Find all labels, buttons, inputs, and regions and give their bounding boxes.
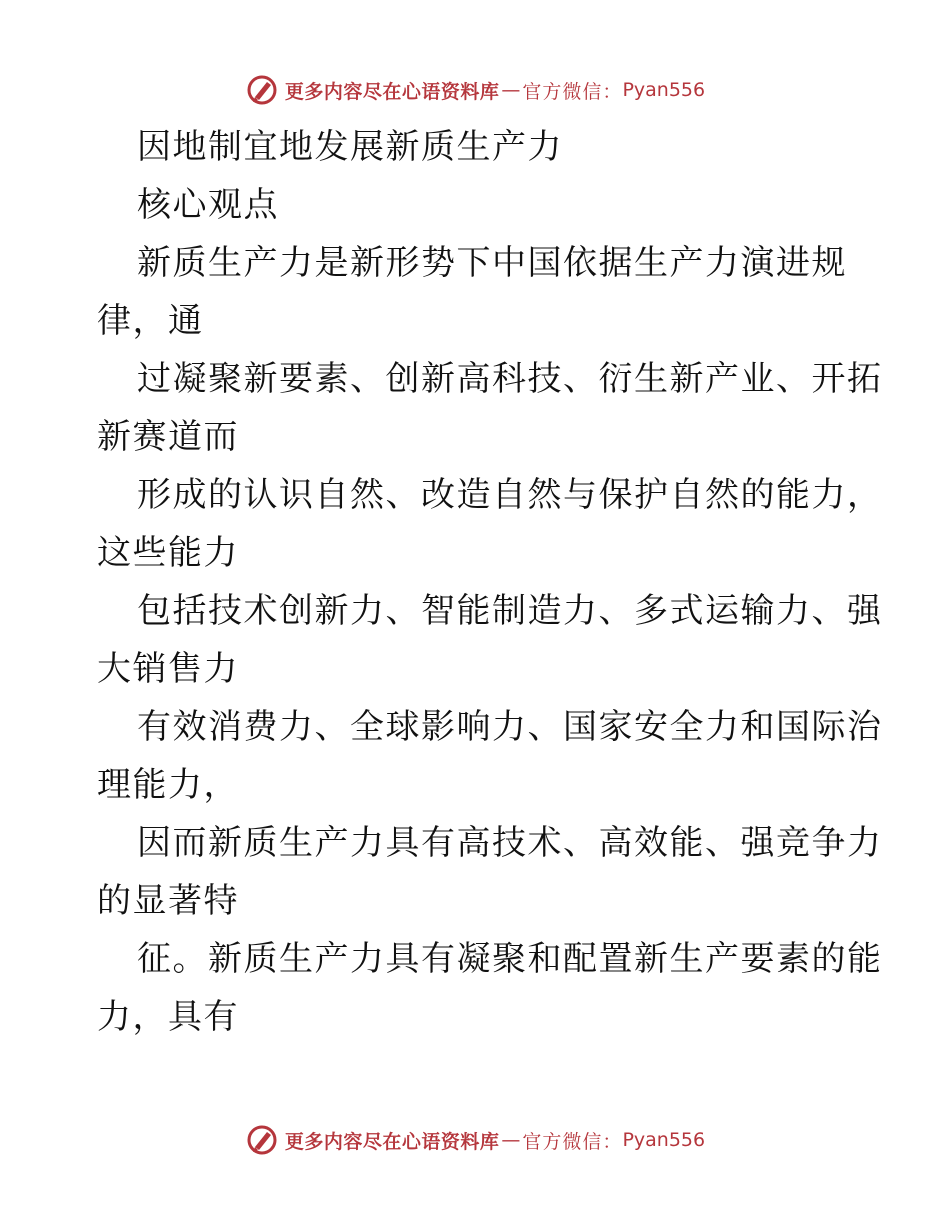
watermark-label: 官方微信： — [522, 80, 623, 103]
watermark-prefix: 更多内容尽在心语资料库 — [284, 1130, 500, 1153]
document-line: 律，通 — [97, 301, 204, 341]
document-line: 征。新质生产力具有凝聚和配置新生产要素的能 — [137, 939, 883, 979]
pen-logo-icon — [245, 73, 279, 107]
document-title: 因地制宜地发展新质生产力 — [137, 127, 563, 167]
document-line: 过凝聚新要素、创新高科技、衍生新产业、开拓 — [137, 359, 883, 399]
watermark-id: Pyan556 — [622, 79, 706, 101]
document-line: 大销售力 — [97, 649, 239, 689]
header-watermark — [0, 70, 950, 110]
document-line: 力，具有 — [97, 997, 239, 1037]
document-subtitle: 核心观点 — [137, 185, 279, 225]
watermark-prefix: 更多内容尽在心语资料库 — [284, 80, 500, 103]
document-line: 理能力， — [97, 765, 239, 805]
watermark-dash: — — [501, 79, 521, 101]
document-line: 这些能力 — [97, 533, 239, 573]
document-line: 新质生产力是新形势下中国依据生产力演进规 — [137, 243, 847, 283]
document-line: 新赛道而 — [97, 417, 239, 457]
document-line: 因而新质生产力具有高技术、高效能、强竞争力 — [137, 823, 883, 863]
watermark-id: Pyan556 — [622, 1129, 706, 1151]
document-line: 形成的认识自然、改造自然与保护自然的能力， — [137, 475, 883, 515]
watermark-dash: — — [501, 1129, 521, 1151]
watermark-label: 官方微信： — [522, 1130, 623, 1153]
document-line: 有效消费力、全球影响力、国家安全力和国际治 — [137, 707, 883, 747]
footer-watermark — [0, 1120, 950, 1160]
document-body — [97, 118, 883, 1046]
pen-logo-icon — [245, 1123, 279, 1157]
document-line: 包括技术创新力、智能制造力、多式运输力、强 — [137, 591, 883, 631]
document-line: 的显著特 — [97, 881, 239, 921]
